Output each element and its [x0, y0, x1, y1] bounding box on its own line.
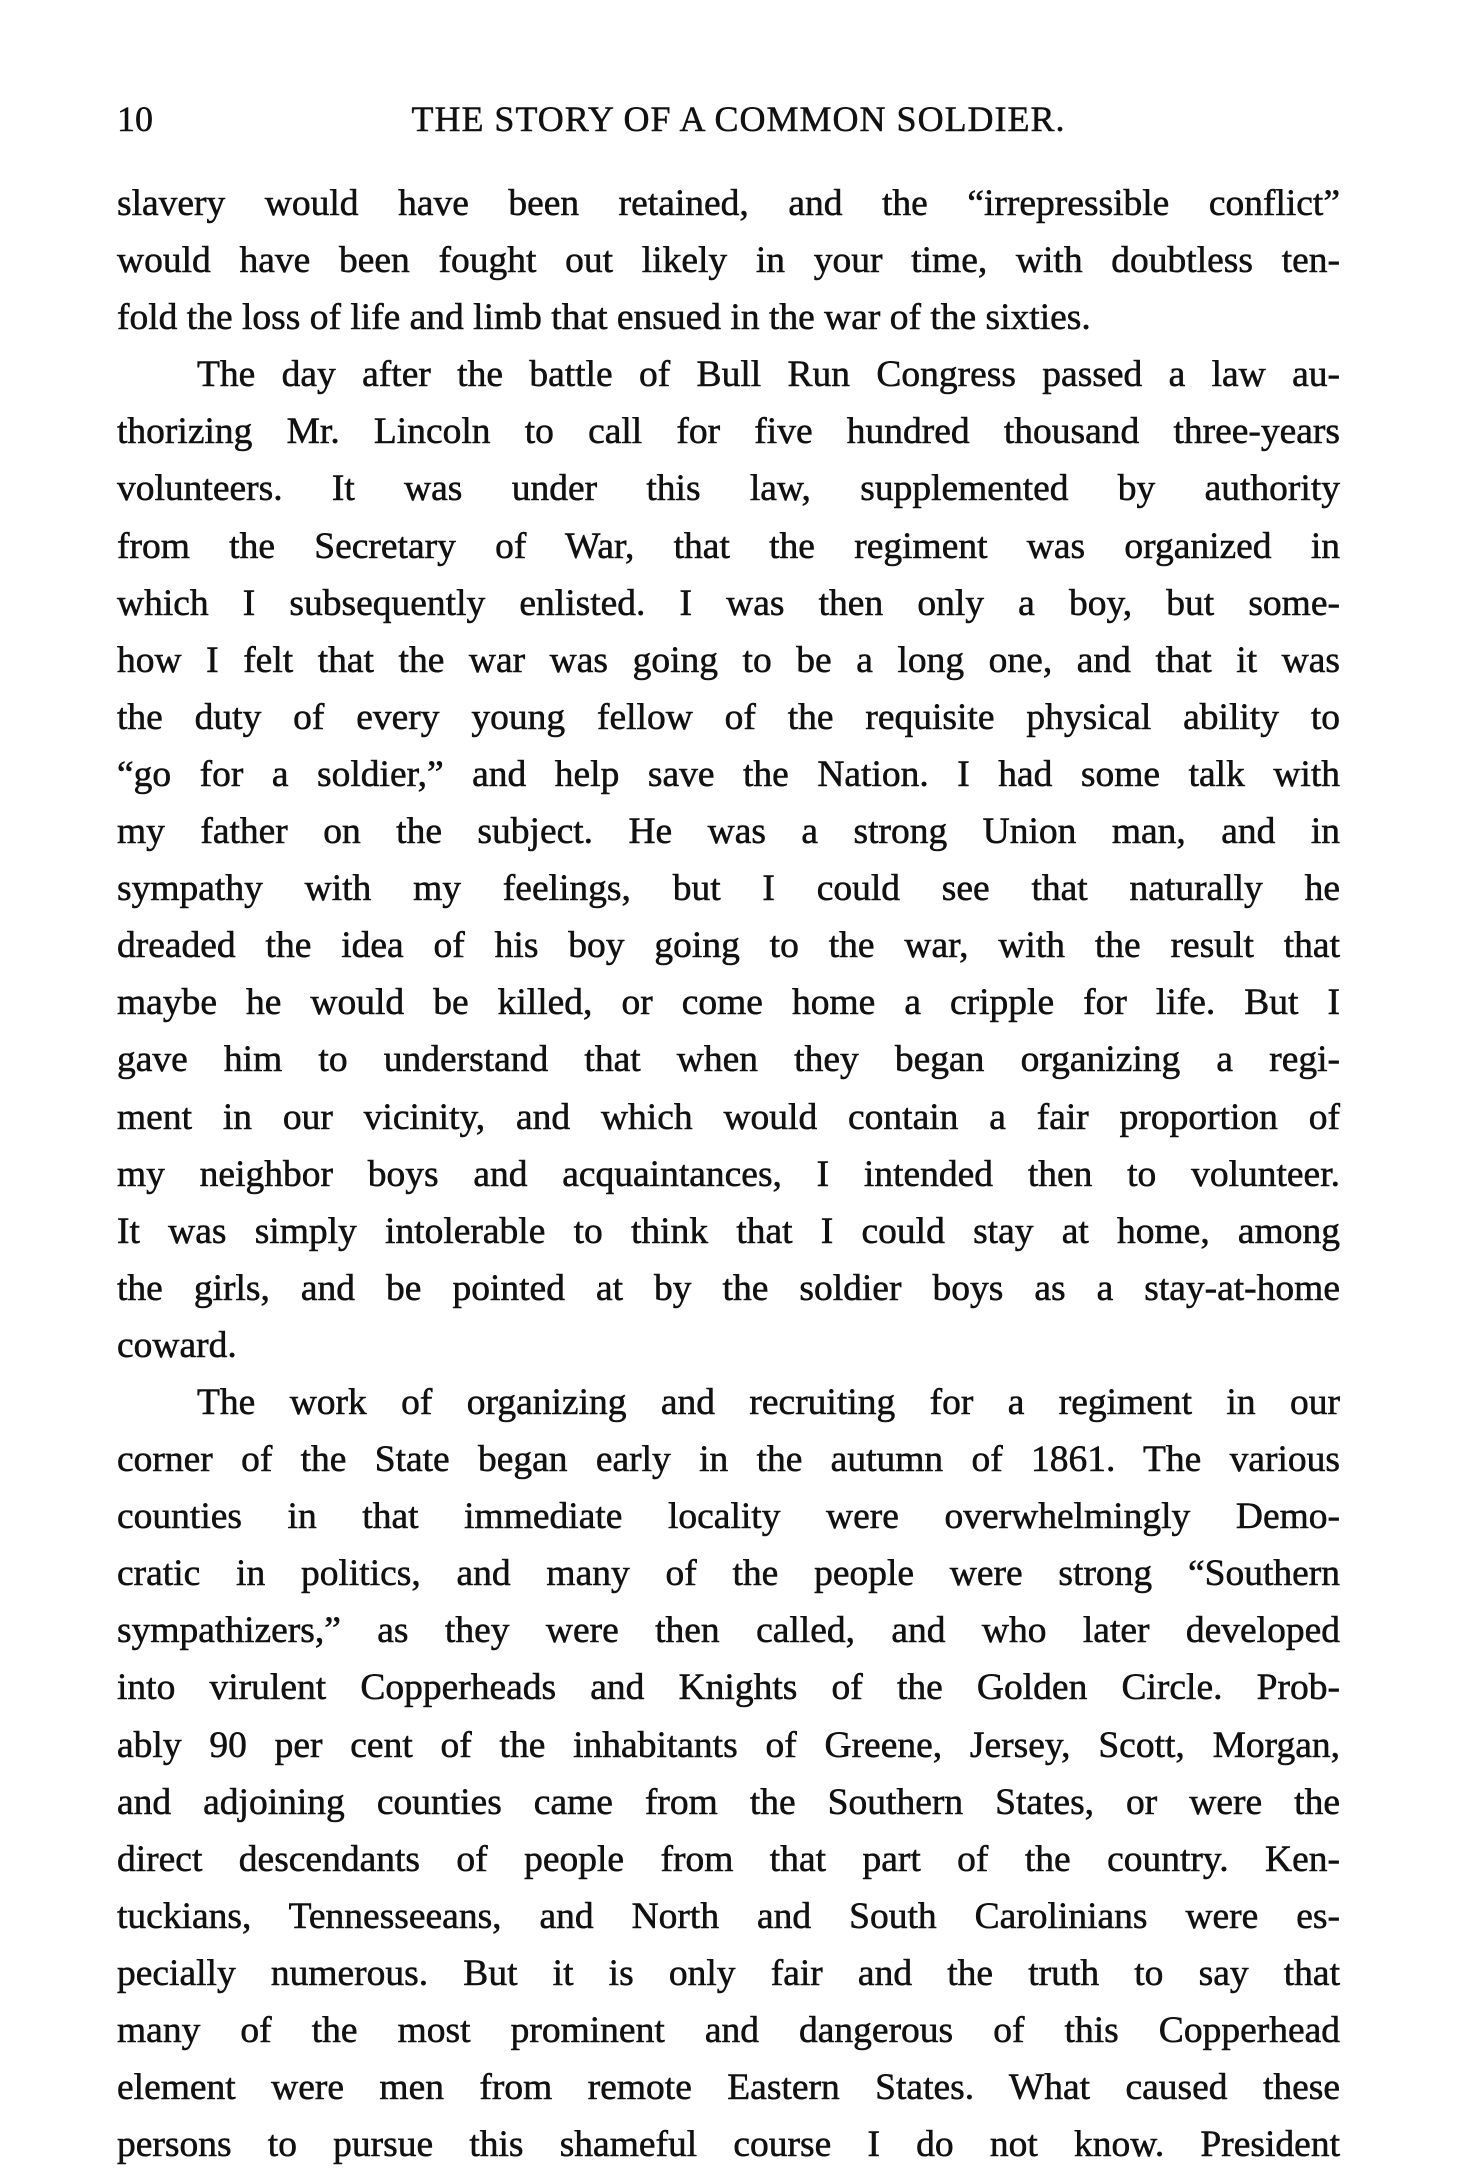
text-line: ment in our vicinity, and which would contain a fair proportion of [117, 1096, 1340, 1138]
text-line: tuckians, Tennesseeans, and North and South Carolinians were es- [117, 1895, 1340, 1937]
paragraph [117, 175, 1340, 346]
text-line: and adjoining counties came from the Southern States, or were the [117, 1781, 1340, 1823]
text-line: the girls, and be pointed at by the soldier boys as a stay-at-home [117, 1267, 1340, 1309]
text-line: The work of organizing and recruiting for a regiment in our [197, 1381, 1340, 1423]
page-body [117, 175, 1340, 2173]
page-header [117, 98, 1340, 148]
text-line: persons to pursue this shameful course I do not know. President [117, 2124, 1340, 2166]
text-line: gave him to understand that when they began organizing a regi- [117, 1039, 1340, 1081]
text-line: corner of the State began early in the autumn of 1861. The various [117, 1439, 1340, 1481]
text-line: dreaded the idea of his boy going to the war, with the result that [117, 925, 1340, 967]
text-line: would have been fought out likely in your time, with doubtless ten- [117, 240, 1340, 282]
text-line: which I subsequently enlisted. I was then only a boy, but some- [117, 582, 1340, 624]
text-line: element were men from remote Eastern States. What caused these [117, 2067, 1340, 2109]
text-line: my neighbor boys and acquaintances, I intended then to volunteer. [117, 1153, 1340, 1195]
text-line: slavery would have been retained, and the “irrepressible conflict” [117, 183, 1340, 224]
text-line: volunteers. It was under this law, supplemented by authority [117, 468, 1340, 510]
text-line: maybe he would be killed, or come home a cripple for life. But I [117, 982, 1340, 1024]
text-line: sympathy with my feelings, but I could see that naturally he [117, 868, 1340, 910]
text-line: how I felt that the war was going to be a long one, and that it was [117, 639, 1340, 681]
text-line: from the Secretary of War, that the regiment was organized in [117, 525, 1340, 567]
text-line: ably 90 per cent of the inhabitants of Greene, Jersey, Scott, Morgan, [117, 1724, 1340, 1766]
text-line: pecially numerous. But it is only fair and the truth to say that [117, 1952, 1340, 1994]
text-line: “go for a soldier,” and help save the Nation. I had some talk with [117, 753, 1340, 795]
text-line: counties in that immediate locality were overwhelmingly Demo- [117, 1496, 1340, 1538]
paragraph [117, 346, 1340, 1374]
paragraph [117, 1374, 1340, 2173]
text-line: The day after the battle of Bull Run Congress passed a law au- [197, 354, 1340, 396]
running-title: THE STORY OF A COMMON SOLDIER. [411, 99, 1066, 139]
page-number: 10 [117, 99, 153, 139]
text-line: into virulent Copperheads and Knights of the Golden Circle. Prob- [117, 1667, 1340, 1709]
text-line: cratic in politics, and many of the people were strong “Southern [117, 1553, 1340, 1595]
text-line: sympathizers,” as they were then called, and who later developed [117, 1610, 1340, 1652]
text-line: my father on the subject. He was a strong Union man, and in [117, 811, 1340, 853]
text-line: thorizing Mr. Lincoln to call for five hundred thousand three-years [117, 411, 1340, 453]
text-line: many of the most prominent and dangerous of this Copperhead [117, 2010, 1340, 2051]
text-line: It was simply intolerable to think that I could stay at home, among [117, 1210, 1340, 1252]
text-line: coward. [117, 1324, 237, 1366]
text-line: direct descendants of people from that part of the country. Ken- [117, 1838, 1340, 1880]
text-line: fold the loss of life and limb that ensued in the war of the sixties. [117, 297, 1091, 339]
text-line: the duty of every young fellow of the requisite physical ability to [117, 696, 1340, 738]
